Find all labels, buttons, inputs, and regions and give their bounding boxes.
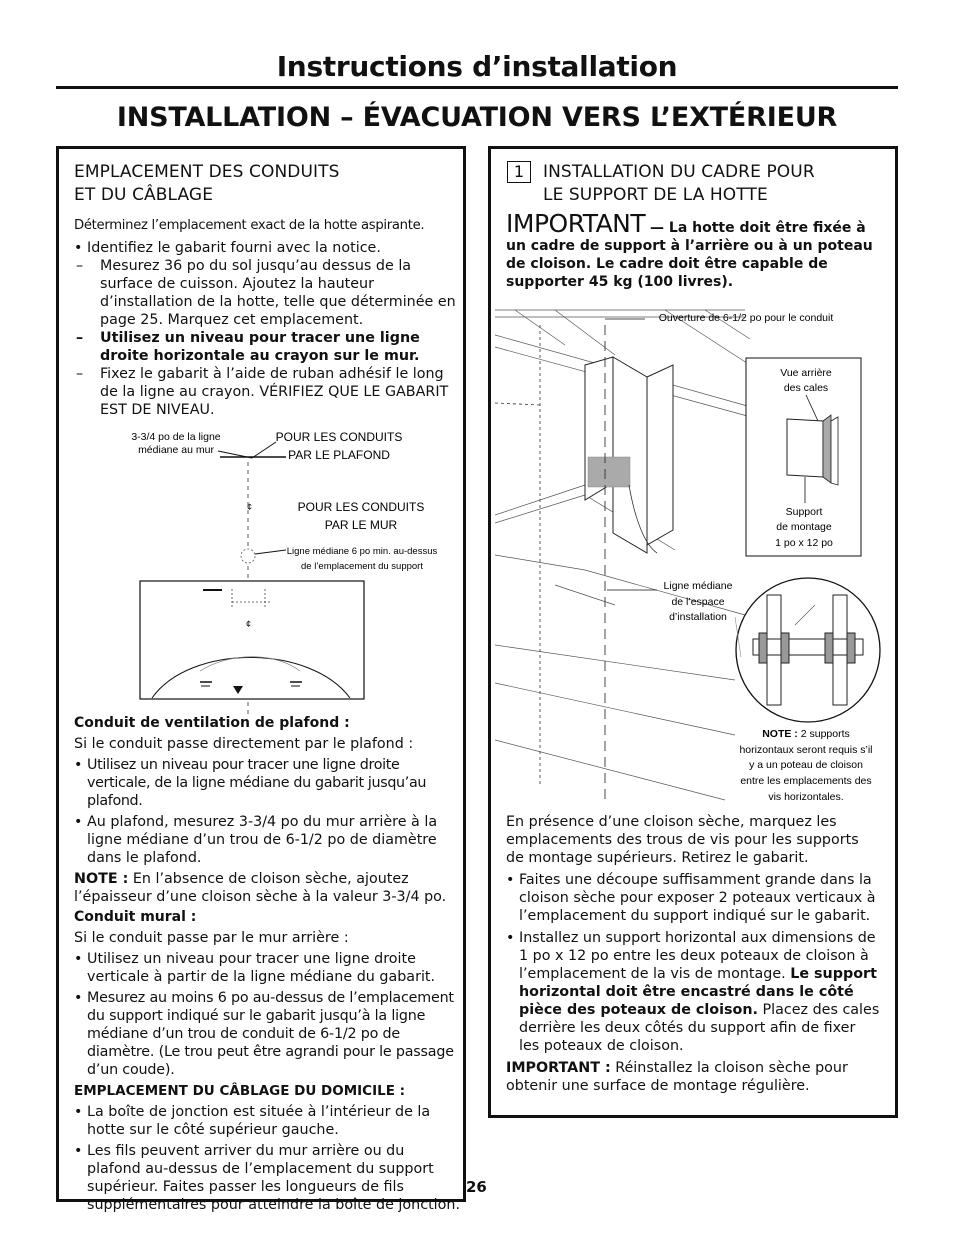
list-item: – Utilisez un niveau pour tracer une ligne droite horizontale au crayon sur le mur. xyxy=(74,329,459,365)
ceiling-intro: Si le conduit passe directement par le plafond : xyxy=(74,736,414,752)
left-heading-line1: EMPLACEMENT DES CONDUITS xyxy=(74,162,340,182)
duct-hole xyxy=(241,549,255,563)
svg-text:¢: ¢ xyxy=(246,619,252,629)
list-item: • Mesurez au moins 6 po au-dessus de l’emplacement du support indiqué sur le gabarit jusqu’à la ligne médiane d’un trou de conduit de 6-1/2 po de diamètre. (Le trou peut être agrandi pour le passage d’un coude). xyxy=(74,989,460,1079)
title-rule xyxy=(56,86,898,89)
ceiling-note xyxy=(74,870,460,906)
list-item: • La boîte de jonction est située à l’intérieur de la hotte sur le côté supérieur gauche. xyxy=(74,1103,460,1139)
diagram-label: Vue arrière xyxy=(780,367,832,379)
page-title: Instructions d’installation xyxy=(276,50,678,83)
diagram-label: 3-3/4 po de la ligne xyxy=(131,431,221,443)
left-intro: Déterminez l’emplacement exact de la hotte aspirante. xyxy=(74,218,425,233)
left-heading xyxy=(74,161,454,207)
wall-intro: Si le conduit passe par le mur arrière : xyxy=(74,930,349,946)
note-line: 2 supports xyxy=(800,728,850,740)
list-item: • Les fils peuvent arriver du mur arrière ou du plafond au-dessus de l’emplacement du support supérieur. Faites passer les longueurs de fils supplémentaires pour atteindre la boîte de jonction. xyxy=(74,1142,460,1214)
bullet-bold: Le support horizontal doit être encastré dans le côté pièce des poteaux de cloison. xyxy=(519,966,877,1018)
template-sheet xyxy=(140,581,364,699)
list-item: • Identifiez le gabarit fourni avec la notice. xyxy=(74,239,459,257)
ceiling-heading: Conduit de ventilation de plafond : xyxy=(74,715,350,731)
wiring-heading: EMPLACEMENT DU CÂBLAGE DU DOMICILE : xyxy=(74,1083,406,1099)
list-item: – Mesurez 36 po du sol jusqu’au dessus de la surface de cuisson. Ajoutez la hauteur d’installation de la hotte, telle que déterminée en page 25. Marquez cet emplacement. xyxy=(74,257,459,329)
list-item: • Utilisez un niveau pour tracer une ligne droite verticale à partir de la ligne médiane du gabarit. xyxy=(74,950,460,986)
important-text-2: Réinstallez la cloison sèche pour obtenir une surface de montage régulière. xyxy=(506,1060,848,1094)
diagram-label: entre les emplacements des xyxy=(740,775,872,787)
note-label: NOTE : xyxy=(762,728,798,740)
left-template-steps xyxy=(74,239,459,419)
wall-heading: Conduit mural : xyxy=(74,909,197,925)
important-text: — La hotte doit être fixée à un cadre de support à l’arrière ou à un poteau de cloison. Le cadre doit être capable de supporter 45 kg (100 livres). xyxy=(506,220,873,290)
diagram-label: 1 po x 12 po xyxy=(775,537,833,549)
important-note xyxy=(506,1059,880,1095)
diagram-label: PAR LE PLAFOND xyxy=(288,448,390,462)
section-title: INSTALLATION – ÉVACUATION VERS L’EXTÉRIEUR xyxy=(116,102,838,133)
diagram-label: de l’emplacement du support xyxy=(301,561,423,572)
diagram-label: de l’espace xyxy=(671,596,725,608)
diagram-label: Ouverture de 6-1/2 po pour le conduit xyxy=(658,312,834,324)
diagram-label: médiane au mur xyxy=(138,444,214,456)
list-item: • Faites une découpe suffisamment grande dans la cloison sèche pour exposer 2 poteaux verticaux à l’emplacement du support indiqué sur le gabarit. xyxy=(506,871,880,925)
diagram-label: Ligne médiane 6 po min. au-dessus xyxy=(286,546,438,557)
step-number-box: 1 xyxy=(507,161,531,183)
diagram-label: POUR LES CONDUITS xyxy=(297,500,425,514)
page-number: 26 xyxy=(466,1178,487,1196)
right-heading-line1: INSTALLATION DU CADRE POUR xyxy=(543,162,815,182)
diagram-label: Support xyxy=(785,506,823,518)
template-diagram xyxy=(100,424,460,714)
important-label: IMPORTANT : xyxy=(506,1060,611,1076)
svg-text:¢: ¢ xyxy=(247,502,253,512)
diagram-label: vis horizontales. xyxy=(768,791,844,803)
diagram-label: d’installation xyxy=(669,611,727,623)
important-box xyxy=(506,209,876,291)
note-label: NOTE : xyxy=(74,871,129,887)
diagram-label: horizontaux seront requis s’il xyxy=(739,744,873,756)
list-item xyxy=(506,929,880,1055)
right-instructions xyxy=(506,813,880,1095)
diagram-label: des cales xyxy=(783,382,829,394)
diagram-label: y a un poteau de cloison xyxy=(749,759,863,771)
important-word: IMPORTANT xyxy=(506,209,646,238)
bullet-text: Placez des cales derrière les deux côtés du support afin de fixer les poteaux de cloison. xyxy=(519,1002,880,1054)
list-item: • Utilisez un niveau pour tracer une ligne droite verticale, de la ligne médiane du gabarit jusqu’au plafond. xyxy=(74,756,460,810)
bullet-text: Installez un support horizontal aux dimensions de 1 po x 12 po entre les deux poteaux de cloison à l’emplacement de la vis de montage. xyxy=(519,930,876,982)
diagram-label: de montage xyxy=(776,521,832,533)
list-item: – Fixez le gabarit à l’aide de ruban adhésif le long de la ligne au crayon. VÉRIFIEZ QUE LE GABARIT EST DE NIVEAU. xyxy=(74,365,459,419)
left-heading-line2: ET DU CÂBLAGE xyxy=(74,185,214,205)
list-item: • Au plafond, mesurez 3-3/4 po du mur arrière à la ligne médiane d’un trou de 6-1/2 po de diamètre dans le plafond. xyxy=(74,813,460,867)
diagram-note-line xyxy=(762,728,850,740)
right-heading xyxy=(543,161,888,207)
diagram-label: POUR LES CONDUITS xyxy=(275,430,403,444)
right-para1: En présence d’une cloison sèche, marquez les emplacements des trous de vis pour les supports de montage supérieurs. Retirez le gabarit. xyxy=(506,814,859,866)
note-text: En l’absence de cloison sèche, ajoutez l’épaisseur d’une cloison sèche à la valeur 3-3/4 po. xyxy=(74,871,447,905)
right-heading-line2: LE SUPPORT DE LA HOTTE xyxy=(543,185,768,205)
ceiling-duct-section xyxy=(74,714,460,1214)
diagram-label: PAR LE MUR xyxy=(324,518,398,532)
support-frame-diagram xyxy=(495,305,890,805)
diagram-label: Ligne médiane xyxy=(663,580,733,592)
